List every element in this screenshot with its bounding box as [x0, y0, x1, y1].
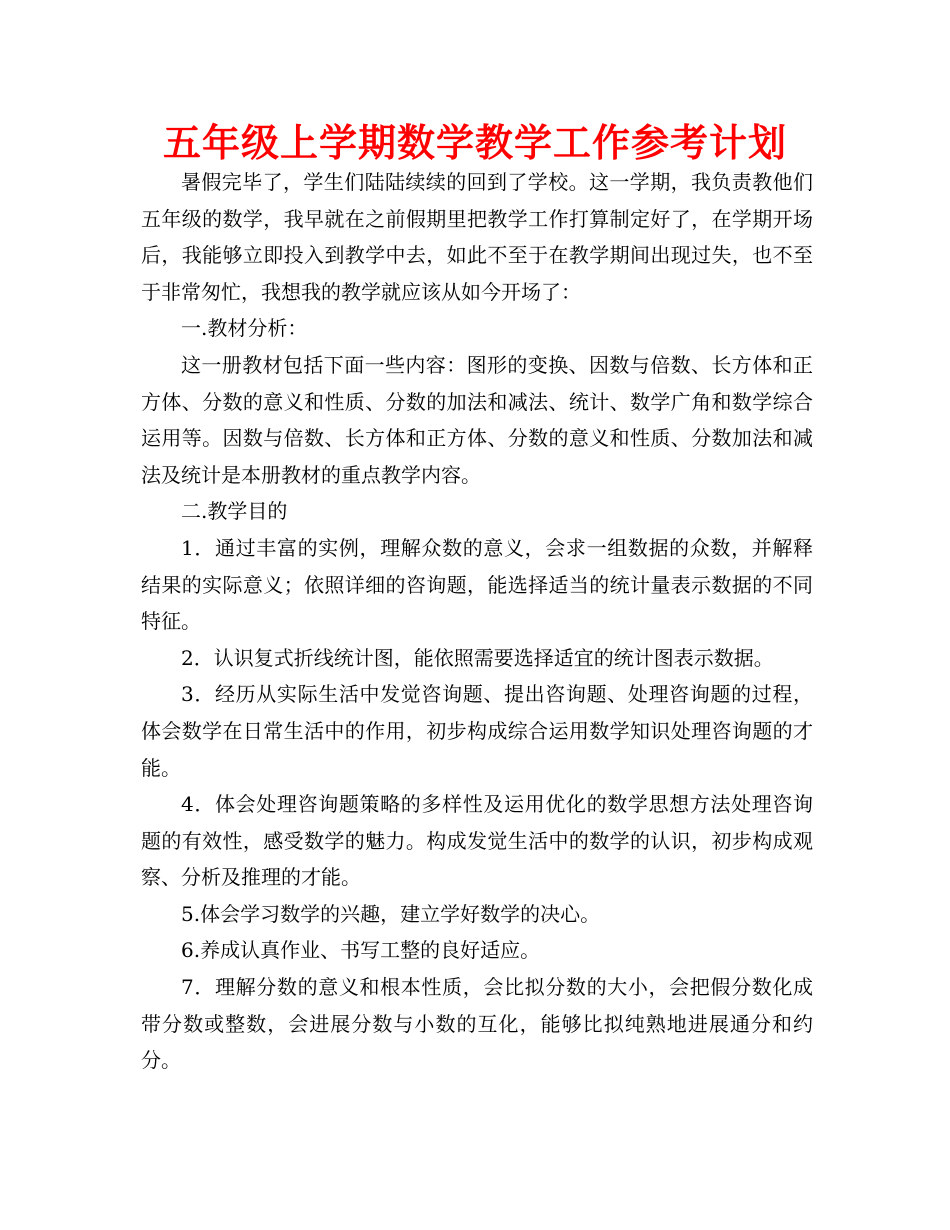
goal-item-2: 2．认识复式折线统计图，能依照需要选择适宜的统计图表示数据。 — [181, 645, 774, 670]
goal-item-6: 6.养成认真作业、书写工整的良好适应。 — [181, 938, 541, 963]
section-heading-teaching-goals: 二.教学目的 — [181, 499, 288, 524]
goal-item-7: 7．理解分数的意义和根本性质，会比拟分数的大小，会把假分数化成带分数或整数，会进展分数与小数的互化，能够比拟纯熟地进展通分和约分。 — [141, 975, 813, 1073]
section-heading-textbook-analysis: 一.教材分析： — [181, 316, 308, 341]
document-title: 五年级上学期数学教学工作参考计划 — [162, 121, 787, 165]
goal-item-3: 3．经历从实际生活中发觉咨询题、提出咨询题、处理咨询题的过程，体会数学在日常生活中的作用，初步构成综合运用数学知识处理咨询题的才能。 — [141, 682, 813, 780]
goal-item-1: 1．通过丰富的实例，理解众数的意义，会求一组数据的众数，并解释结果的实际意义；依照详细的咨询题，能选择适当的统计量表示数据的不同特征。 — [141, 535, 813, 634]
paragraph-intro: 暑假完毕了，学生们陆陆续续的回到了学校。这一学期，我负责教他们五年级的数学，我早就在之前假期里把教学工作打算制定好了，在学期开场后，我能够立即投入到教学中去，如此不至于在教学期间出现过失，也不至于非常匆忙，我想我的教学就应该从如今开场了： — [141, 170, 813, 304]
goal-item-4: 4．体会处理咨询题策略的多样性及运用优化的数学思想方法处理咨询题的有效性，感受数学的魅力。构成发觉生活中的数学的认识，初步构成观察、分析及推理的才能。 — [141, 792, 813, 890]
goal-item-5: 5.体会学习数学的兴趣，建立学好数学的决心。 — [181, 901, 601, 926]
paragraph-textbook-content: 这一册教材包括下面一些内容：图形的变换、因数与倍数、长方体和正方体、分数的意义和性质、分数的加法和减法、统计、数学广角和数学综合运用等。因数与倍数、长方体和正方体、分数的意义和性质、分数加法和减法及统计是本册教材的重点教学内容。 — [141, 352, 813, 487]
document-body — [141, 164, 813, 1079]
